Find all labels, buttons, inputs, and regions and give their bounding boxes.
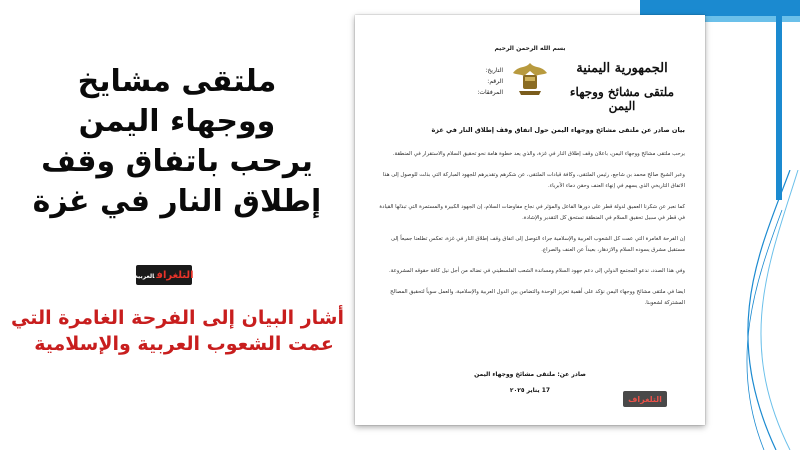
document-title: بيان صادر عن ملتقى مشائخ ووجهاء اليمن حول اتفاق وقف إطلاق النار في غزة [431,126,685,134]
document-date-label: التاريخ: [485,67,503,74]
document-watermark-logo [623,391,667,407]
document-ref-label: الرقم: [487,78,503,85]
headline-line-1: ملتقى مشايخ [77,64,277,99]
headline-line-3: يرحب باتفاق وقف [41,144,313,179]
statement-document [355,15,705,425]
document-paragraph: يرحب ملتقى مشائخ ووجهاء اليمن، باعلان وقف إطلاق النار في غزة، والذي يعد خطوة هامة نحو تحقيق السلام والاستقرار في المنطقة. [392,151,685,157]
document-forum-name: ملتقى مشائخ ووجهاء اليمن [569,85,675,113]
document-body [375,149,685,319]
headline [18,62,336,222]
headline-line-2: ووجهاء اليمن [78,104,276,139]
document-logo-text: التلغراف [628,394,662,404]
brand-logo-name: التلغراف [156,269,194,281]
subhead-line-1: أشار البيان إلى الفرحة الغامرة التي [10,307,344,329]
document-paragraph: وعبر الشيخ صالح محمد بن شاجع، رئيس الملتقى، وكافة قيادات الملتقى، عن شكرهم وتقديرهم للجهود المباركة التي بذلت للوصول إلى هذا الاتفاق التاريخي الذي يسهم في إنهاء العنف وحقن دماء الأبرياء. [382,172,685,189]
yemen-emblem-icon [509,59,551,99]
document-meta [433,65,503,98]
brand-logo-sub: العربية [134,272,155,280]
subhead-line-2: عمت الشعوب العربية والإسلامية [34,333,334,355]
document-attachments-label: المرفقات: [477,89,503,96]
document-paragraph: كما نعبر عن شكرنا العميق لدولة قطر على دورها الفاعل والمؤثر في نجاح مفاوضات السلام، إن الجهود الكبيرة والمستمرة التي تبذلها القيادة في قطر في سبيل تحقيق السلام في المنطقة تستحق كل التقدير والإشادة. [379,204,685,221]
decorative-top-stripe-light [700,16,800,22]
document-basmala: بسم الله الرحمن الرحيم [494,45,566,52]
document-paragraph: وفي هذا الصدد، ندعو المجتمع الدولي إلى دعم جهود السلام ومساندة الشعب الفلسطيني في نضاله من أجل نيل كافة حقوقه المشروعة. [389,268,685,274]
brand-logo-text [134,270,193,281]
document-republic-name: الجمهورية اليمنية [576,61,668,76]
document-paragraph: إن الفرحة الغامرة التي عمت كل الشعوب العربية والإسلامية جراء التوصل إلى اتفاق وقف إطلاق النار في غزة، تعكس تطلعنا جميعاً إلى مستقبل مشرق يسوده السلام والازدهار، بعيداً عن العنف والصراع. [391,236,685,253]
document-signature: صادر عن: ملتقى مشائخ ووجهاء اليمن [474,371,586,378]
document-date: 17 يناير ٢٠٢٥ [509,387,551,394]
headline-line-4: إطلاق النار في غزة [32,184,322,219]
subhead [10,305,344,357]
brand-logo [136,265,192,285]
document-paragraph: ايضا في ملتقى مشائخ ووجهاء اليمن نؤكد على أهمية تعزيز الوحدة والتضامن بين الدول العربية والإسلامية، والعمل سوياً لتحقيق المصالح المشتركة لشعوبنا. [390,289,685,306]
